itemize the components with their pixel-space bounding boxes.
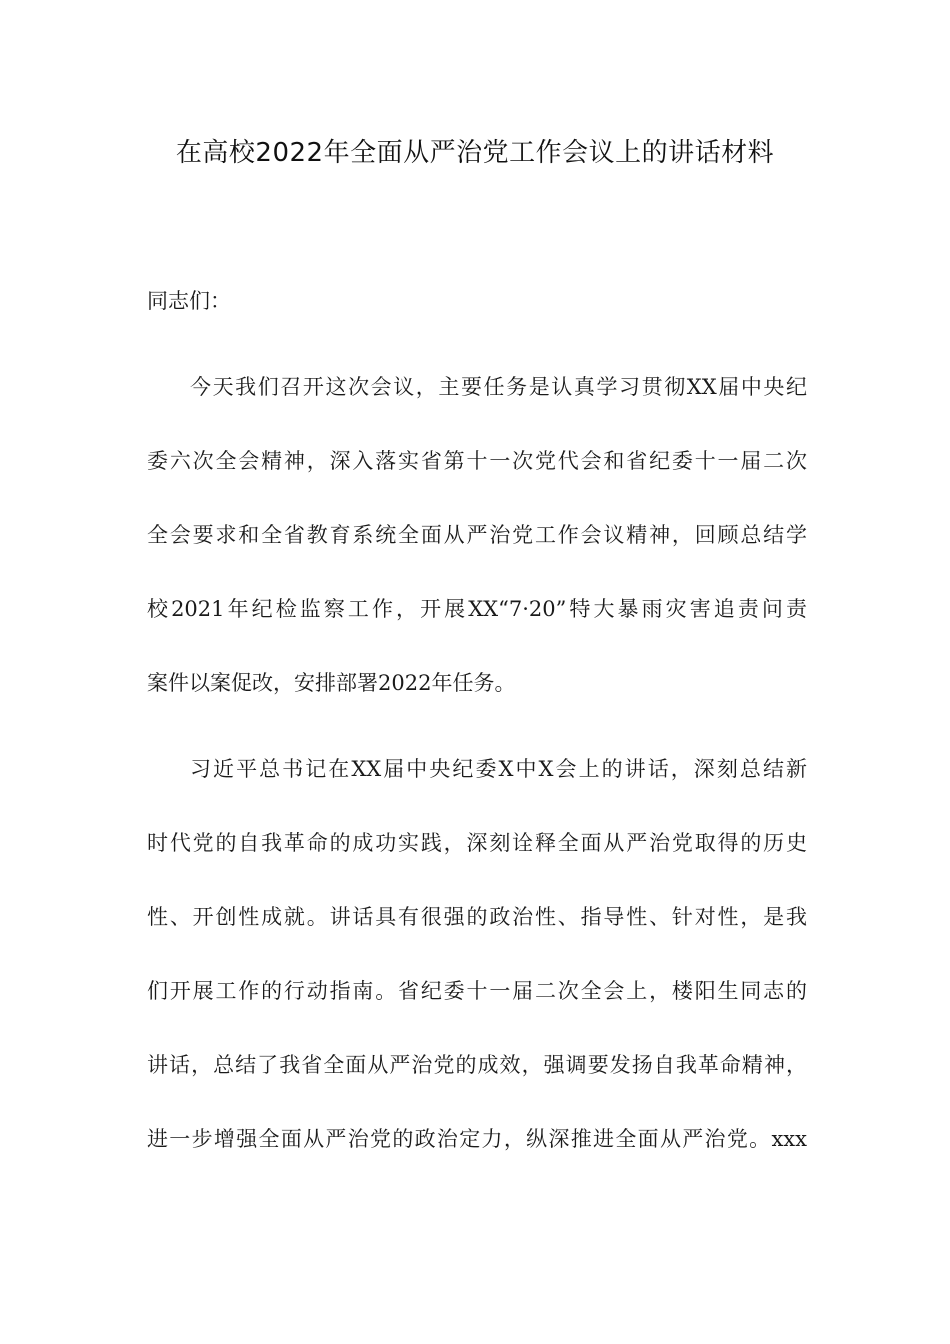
paragraph-1-line-5: 案件以案促改，安排部署2022年任务。 xyxy=(147,671,516,695)
paragraph-2-line-1: 习近平总书记在XX届中央纪委X中X会上的讲话，深刻总结新 xyxy=(190,757,807,781)
document-title: 在高校2022年全面从严治党工作会议上的讲话材料 xyxy=(175,138,775,168)
paragraph-2-line-4: 们开展工作的行动指南。省纪委十一届二次全会上，楼阳生同志的 xyxy=(147,979,807,1003)
paragraph-1-line-4: 校2021年纪检监察工作，开展XX“7·20”特大暴雨灾害追责问责 xyxy=(147,597,807,621)
paragraph-2-line-3: 性、开创性成就。讲话具有很强的政治性、指导性、针对性，是我 xyxy=(147,905,807,929)
paragraph-2-line-2: 时代党的自我革命的成功实践，深刻诠释全面从严治党取得的历史 xyxy=(147,831,807,855)
paragraph-1-line-3: 全会要求和全省教育系统全面从严治党工作会议精神，回顾总结学 xyxy=(147,523,807,547)
salutation: 同志们： xyxy=(147,289,231,313)
paragraph-2-line-5: 讲话，总结了我省全面从严治党的成效，强调要发扬自我革命精神， xyxy=(147,1053,807,1077)
paragraph-1-line-2: 委六次全会精神，深入落实省第十一次党代会和省纪委十一届二次 xyxy=(147,449,807,473)
paragraph-2-line-6: 进一步增强全面从严治党的政治定力，纵深推进全面从严治党。xxx xyxy=(147,1127,807,1151)
paragraph-1-line-1: 今天我们召开这次会议，主要任务是认真学习贯彻XX届中央纪 xyxy=(190,375,807,399)
